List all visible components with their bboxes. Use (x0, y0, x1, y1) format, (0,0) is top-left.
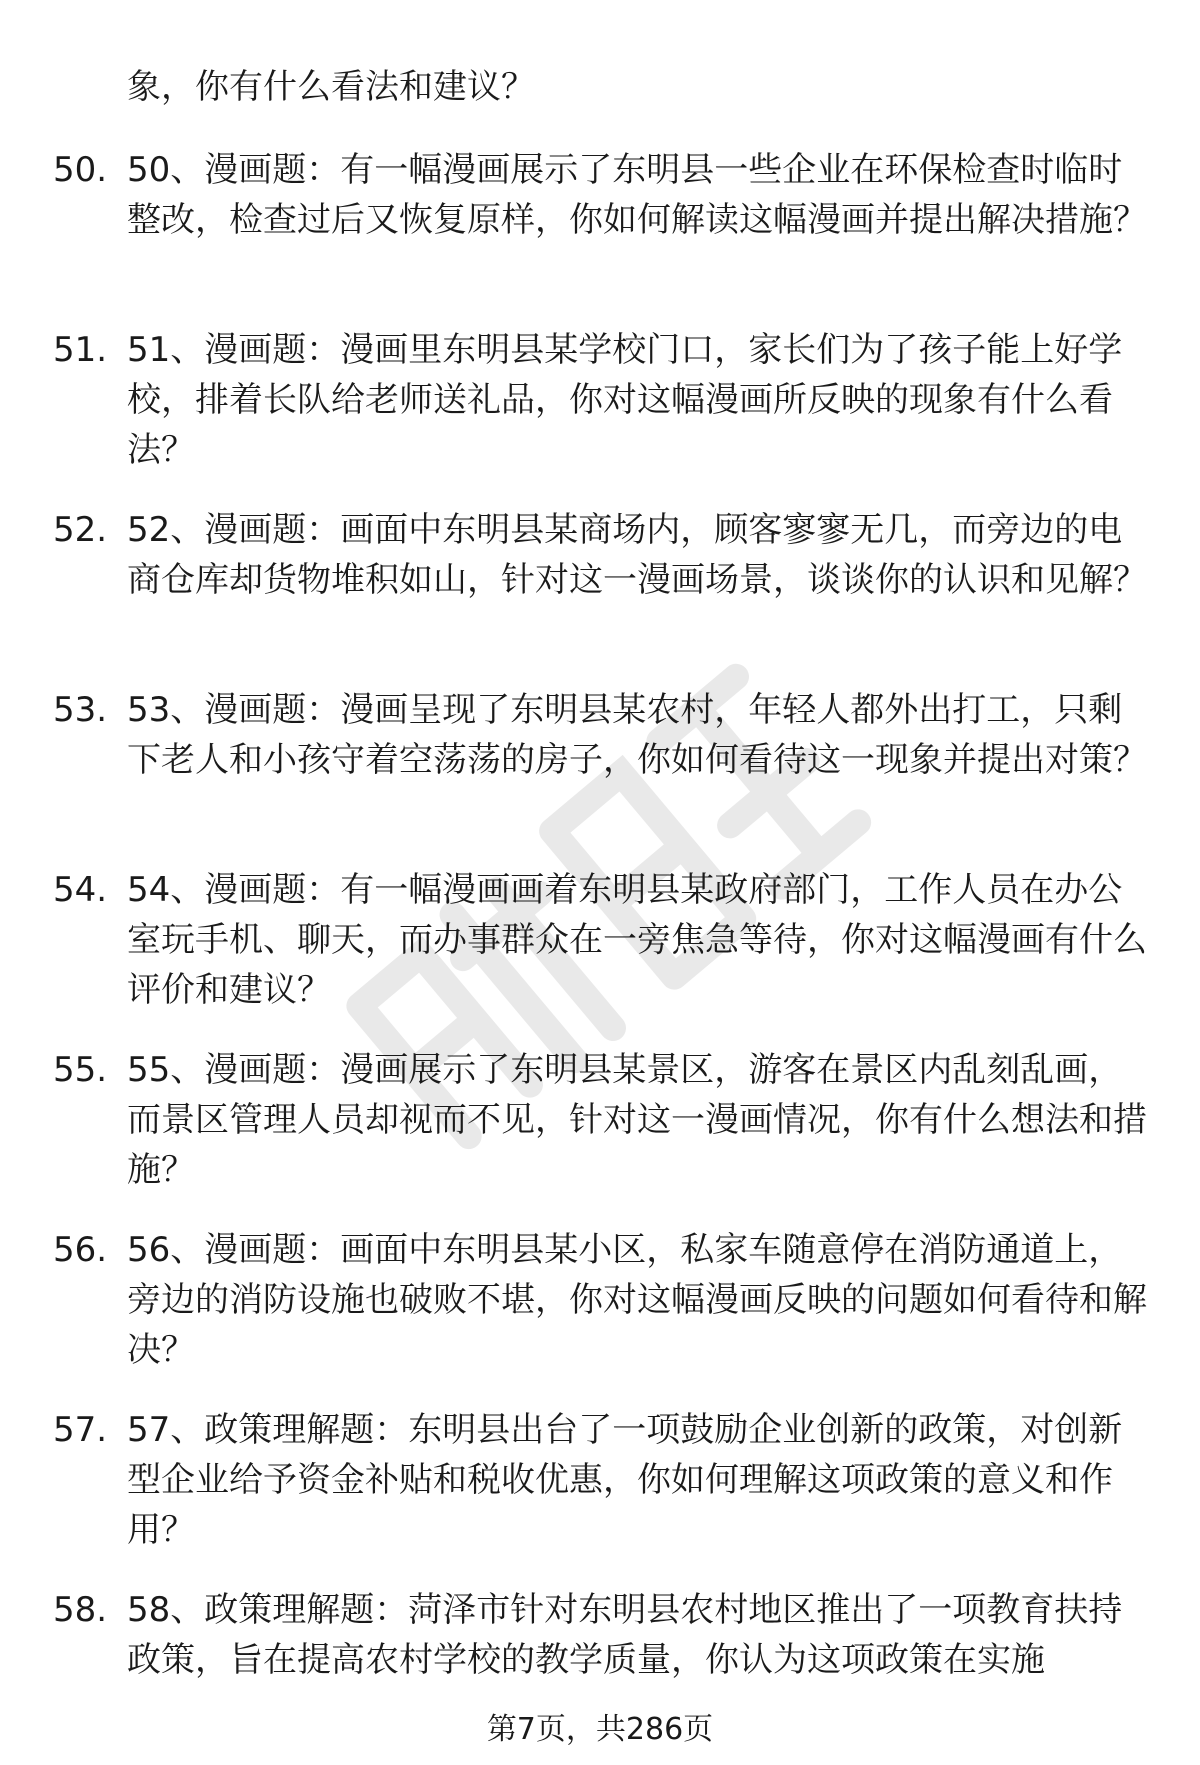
question-list (0, 145, 1200, 1765)
question-text: 57、政策理解题：东明县出台了一项鼓励企业创新的政策，对创新型企业给予资金补贴和税收优惠，你如何理解这项政策的意义和作用？ (127, 1410, 1123, 1550)
question-item (0, 685, 1200, 839)
page-footer: 第7页，共286页 (486, 1712, 714, 1747)
question-number: 50. (53, 150, 108, 190)
question-text: 53、漫画题：漫画呈现了东明县某农村，年轻人都外出打工，只剩下老人和小孩守着空荡荡的房子，你如何看待这一现象并提出对策？ (127, 690, 1147, 780)
question-text: 55、漫画题：漫画展示了东明县某景区，游客在景区内乱刻乱画，而景区管理人员却视而不见，针对这一漫画情况，你有什么想法和措施？ (127, 1050, 1147, 1190)
question-text: 56、漫画题：画面中东明县某小区，私家车随意停在消防通道上，旁边的消防设施也破败不堪，你对这幅漫画反映的问题如何看待和解决？ (127, 1230, 1147, 1370)
question-text: 58、政策理解题：菏泽市针对东明县农村地区推出了一项教育扶持政策，旨在提高农村学校的教学质量，你认为这项政策在实施 (127, 1590, 1123, 1680)
question-item (0, 1225, 1200, 1379)
question-number: 54. (53, 870, 108, 910)
question-item (0, 865, 1200, 1019)
question-item (0, 505, 1200, 659)
continuation-text: 象，你有什么看法和建议？ (127, 67, 535, 107)
question-number: 52. (53, 510, 108, 550)
question-number: 57. (53, 1410, 108, 1450)
question-item (0, 325, 1200, 479)
question-item (0, 1405, 1200, 1559)
question-item (0, 1045, 1200, 1199)
question-text: 50、漫画题：有一幅漫画展示了东明县一些企业在环保检查时临时整改，检查过后又恢复原样，你如何解读这幅漫画并提出解决措施？ (127, 150, 1147, 240)
question-number: 51. (53, 330, 108, 370)
question-number: 56. (53, 1230, 108, 1270)
question-text: 51、漫画题：漫画里东明县某学校门口，家长们为了孩子能上好学校，排着长队给老师送礼品，你对这幅漫画所反映的现象有什么看法？ (127, 330, 1123, 470)
question-number: 58. (53, 1590, 108, 1630)
question-number: 55. (53, 1050, 108, 1090)
question-text: 54、漫画题：有一幅漫画画着东明县某政府部门，工作人员在办公室玩手机、聊天，而办事群众在一旁焦急等待，你对这幅漫画有什么评价和建议？ (127, 870, 1147, 1010)
question-item (0, 145, 1200, 299)
question-text: 52、漫画题：画面中东明县某商场内，顾客寥寥无几，而旁边的电商仓库却货物堆积如山，针对这一漫画场景，谈谈你的认识和见解？ (127, 510, 1147, 600)
question-number: 53. (53, 690, 108, 730)
